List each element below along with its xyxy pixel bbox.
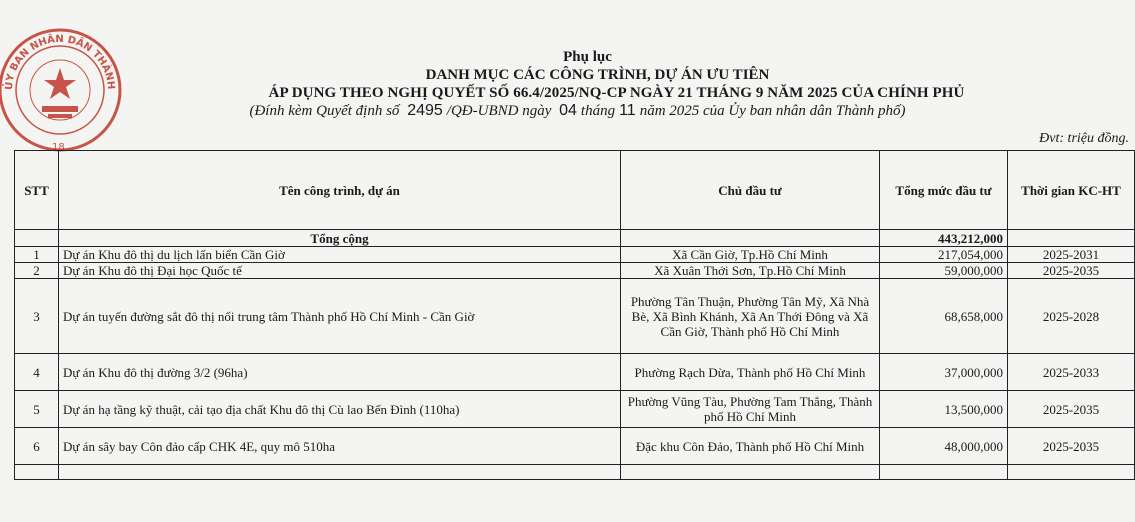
header-time: Thời gian KC-HT (1008, 151, 1135, 230)
appendix-title: Phụ lục (563, 49, 612, 65)
table-row: 1 Dự án Khu đô thị du lịch lấn biển Cần Giờ Xã Cần Giờ, Tp.Hồ Chí Minh 217,054,000 2025-2031 (15, 247, 1135, 263)
sum-row (15, 230, 1135, 247)
svg-text:ỦY BAN NHÂN DÂN THÀNH PHỐ HỒ C: ỦY BAN NHÂN DÂN THÀNH (3, 33, 117, 91)
sum-label: Tổng cộng (59, 230, 621, 247)
header-owner: Chủ đầu tư (621, 151, 880, 230)
header-name: Tên công trình, dự án (59, 151, 621, 230)
table-row: 2 Dự án Khu đô thị Đại học Quốc tế Xã Xuân Thới Sơn, Tp.Hồ Chí Minh 59,000,000 2025-2035 (15, 263, 1135, 279)
sum-total: 443,212,000 (880, 230, 1008, 247)
svg-text:18: 18 (52, 142, 65, 153)
decision-month: 11 (619, 102, 636, 119)
table-row: 6 Dự án sây bay Côn đảo cấp CHK 4E, quy mô 510ha Đặc khu Côn Đảo, Thành phố Hồ Chí Minh 48,000,000 2025-2035 (15, 428, 1135, 465)
document-header (0, 48, 1135, 120)
table-row: 3 Dự án tuyến đường sắt đô thị nối trung tâm Thành phố Hồ Chí Minh - Cần Giờ Phường Tân Thuận, Phường Tân Mỹ, Xã Nhà Bè, Xã Bình Khánh, Xã An Thới Đông và Xã Cần Giờ, Thành phố Hồ Chí Minh 68,658,000 2025-2028 (15, 279, 1135, 354)
project-table (14, 150, 1135, 480)
header-total: Tổng mức đầu tư (880, 151, 1008, 230)
decision-day: 04 (559, 102, 577, 119)
list-title: DANH MỤC CÁC CÔNG TRÌNH, DỰ ÁN ƯU TIÊN (425, 67, 770, 83)
decision-reference: (Đính kèm Quyết định số 2495 /QĐ-UBND ngày 04 tháng 11 năm 2025 của Ủy ban nhân dân Thành phố) (249, 102, 906, 119)
header-stt: STT (15, 151, 59, 230)
table-end-row (15, 465, 1135, 480)
table-row: 4 Dự án Khu đô thị đường 3/2 (96ha) Phường Rạch Dừa, Thành phố Hồ Chí Minh 37,000,000 2025-2033 (15, 354, 1135, 391)
table-header-row (15, 151, 1135, 230)
resolution-title: ÁP DỤNG THEO NGHỊ QUYẾT SỐ 66.4/2025/NQ-CP NGÀY 21 THÁNG 9 NĂM 2025 CỦA CHÍNH PHỦ (268, 85, 965, 101)
decision-number: 2495 (407, 102, 443, 119)
table-row: 5 Dự án hạ tầng kỹ thuật, cải tạo địa chất Khu đô thị Cù lao Bến Đình (110ha) Phường Vũng Tàu, Phường Tam Thắng, Thành phố Hồ Chí Minh 13,500,000 2025-2035 (15, 391, 1135, 428)
unit-note: Đvt: triệu đồng. (1039, 131, 1129, 146)
